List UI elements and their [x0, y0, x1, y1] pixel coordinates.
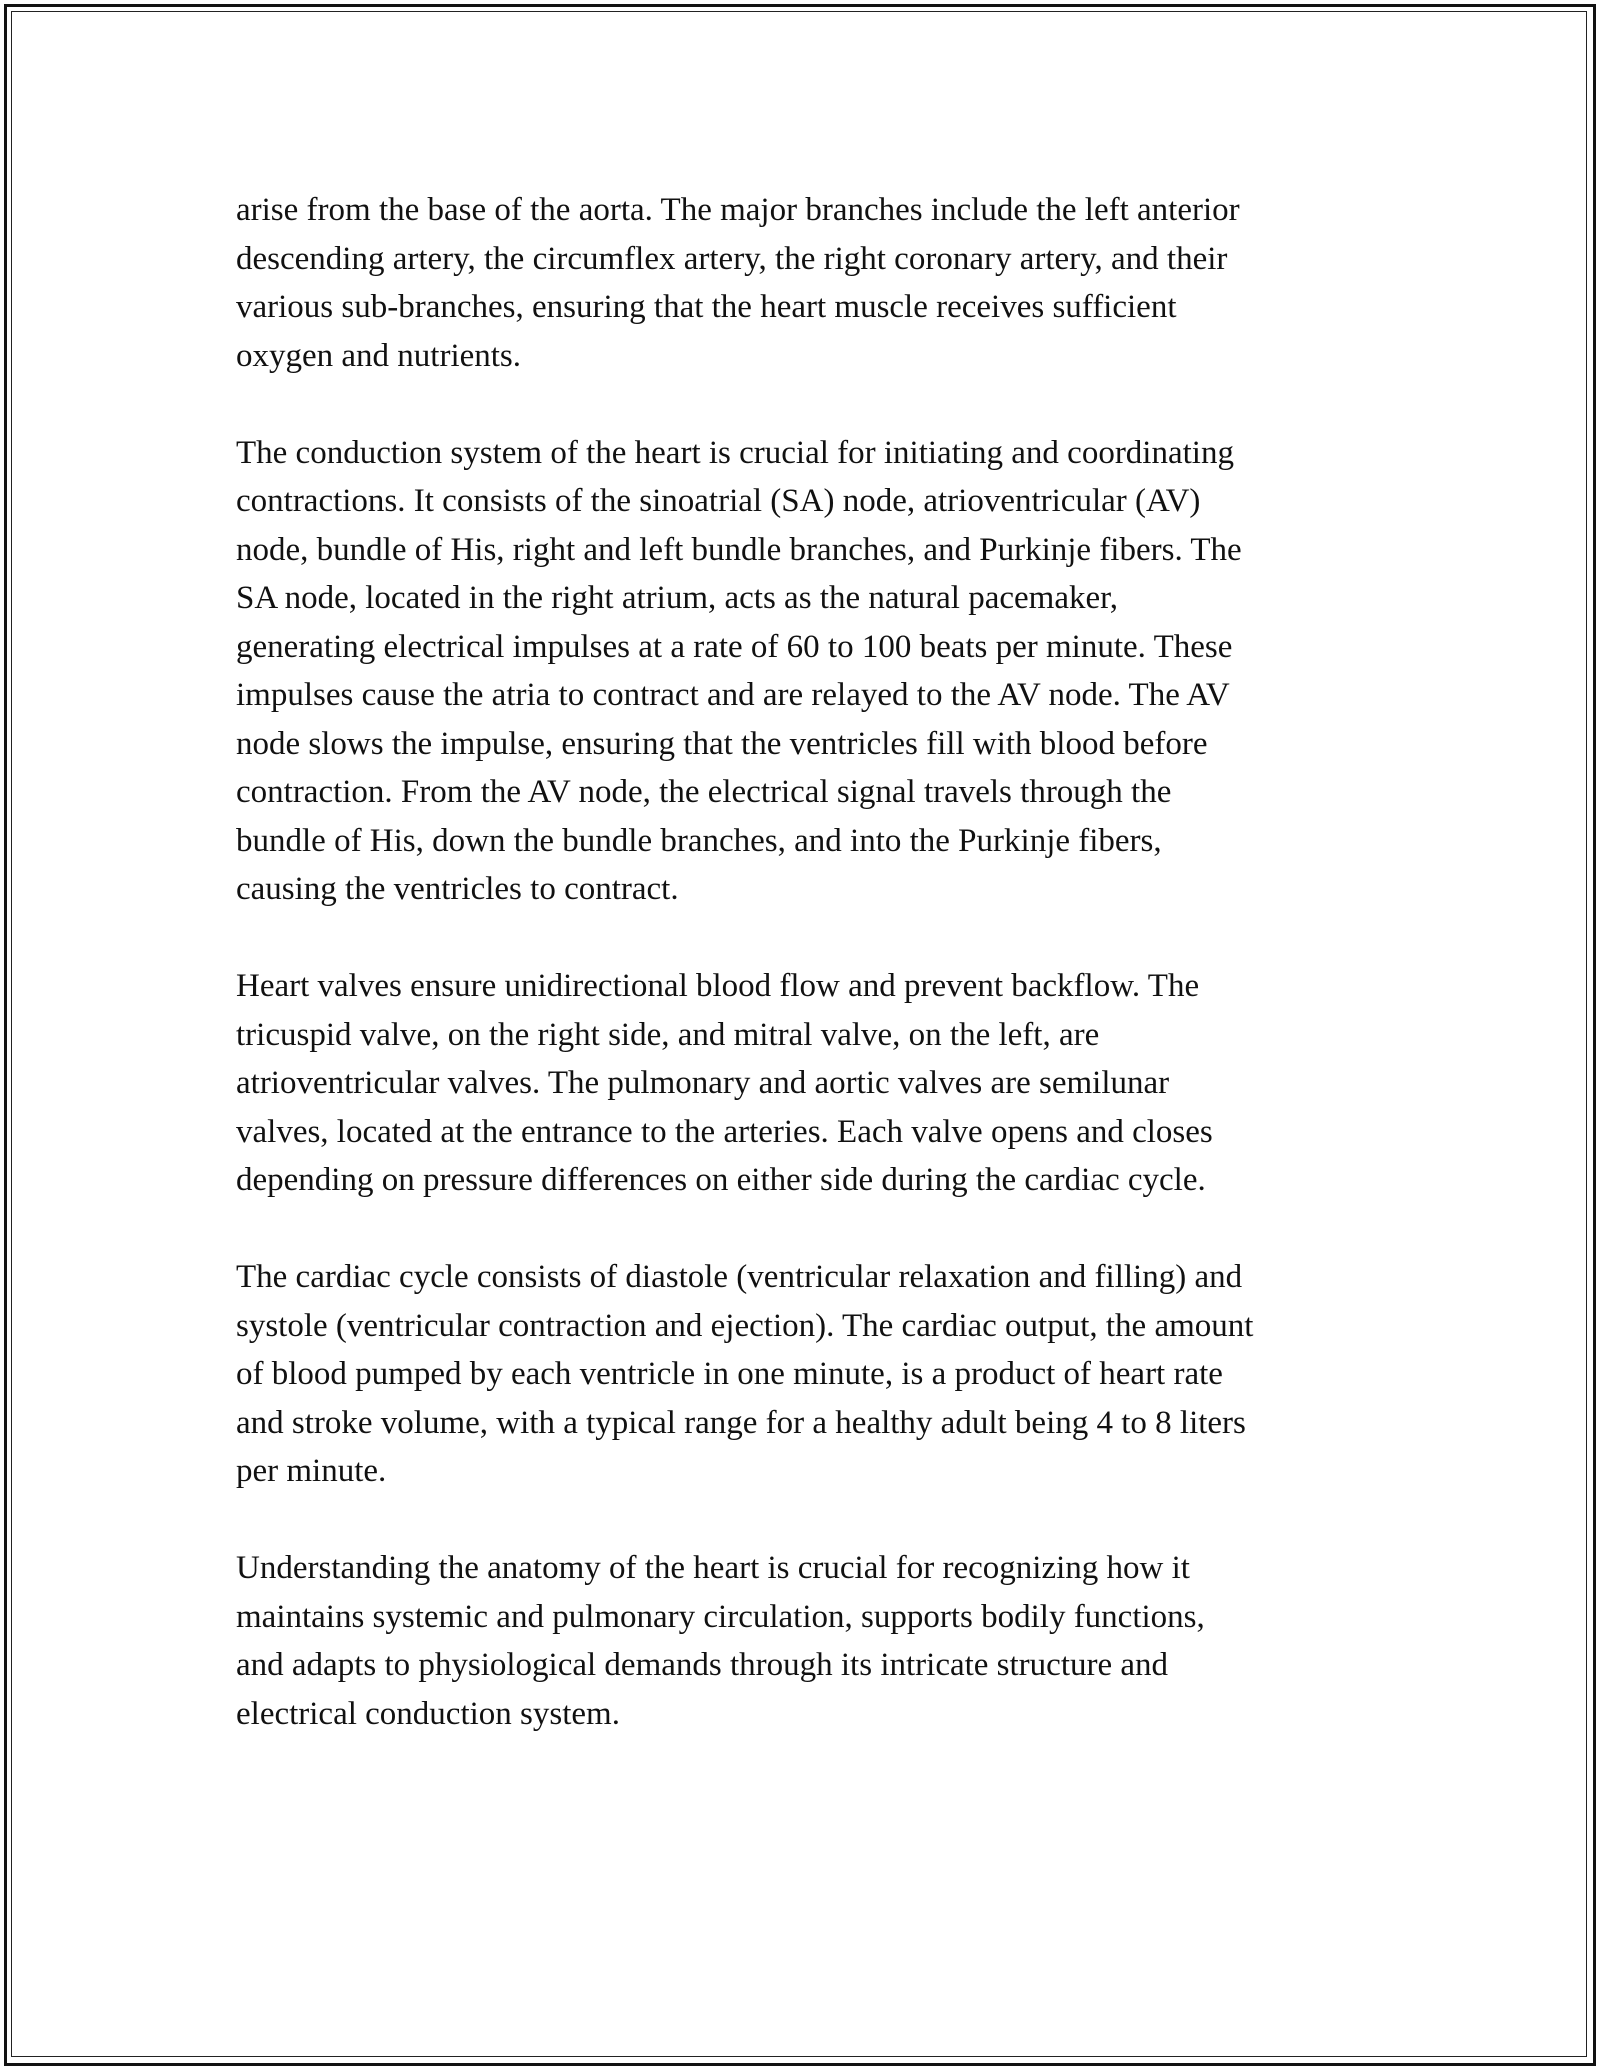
text-line: The cardiac cycle consists of diastole (ventricular relaxation and filling) and — [236, 1259, 1243, 1295]
text-line: tricuspid valve, on the right side, and mitral valve, on the left, are — [236, 1016, 1100, 1053]
paragraph-conclusion — [236, 1544, 1376, 1738]
text-line: impulses cause the atria to contract and are relayed to the AV node. The AV — [236, 677, 1230, 713]
text-line: arise from the base of the aorta. The major branches include the left anterior — [236, 192, 1240, 228]
text-line: bundle of His, down the bundle branches, and into the Purkinje fibers, — [236, 822, 1162, 859]
text-line: and stroke volume, with a typical range for a healthy adult being 4 to 8 liters — [236, 1404, 1246, 1441]
paragraph-heart-valves — [236, 962, 1376, 1205]
text-line: descending artery, the circumflex artery, the right coronary artery, and their — [236, 240, 1228, 277]
text-line: maintains systemic and pulmonary circulation, supports bodily functions, — [236, 1598, 1205, 1635]
text-line: valves, located at the entrance to the arteries. Each valve opens and closes — [236, 1113, 1213, 1150]
text-line: of blood pumped by each ventricle in one minute, is a product of heart rate — [236, 1356, 1223, 1392]
text-line: contraction. From the AV node, the electrical signal travels through the — [236, 774, 1172, 810]
text-line: generating electrical impulses at a rate of 60 to 100 beats per minute. These — [236, 628, 1233, 665]
text-line: Heart valves ensure unidirectional blood flow and prevent backflow. The — [236, 968, 1200, 1004]
text-line: atrioventricular valves. The pulmonary and aortic valves are semilunar — [236, 1065, 1170, 1101]
paragraph-cardiac-cycle — [236, 1253, 1376, 1496]
text-line: oxygen and nutrients. — [236, 337, 522, 374]
text-line: causing the ventricles to contract. — [236, 871, 679, 907]
text-line: SA node, located in the right atrium, acts as the natural pacemaker, — [236, 580, 1119, 616]
text-line: contractions. It consists of the sinoatrial (SA) node, atrioventricular (AV) — [236, 483, 1201, 519]
text-line: systole (ventricular contraction and ejection). The cardiac output, the amount — [236, 1307, 1254, 1344]
text-line: depending on pressure differences on either side during the cardiac cycle. — [236, 1162, 1206, 1198]
text-line: node slows the impulse, ensuring that the ventricles fill with blood before — [236, 725, 1208, 762]
paragraph-conduction-system — [236, 429, 1376, 914]
text-line: Understanding the anatomy of the heart is crucial for recognizing how it — [236, 1550, 1190, 1586]
text-line: The conduction system of the heart is crucial for initiating and coordinating — [236, 434, 1234, 471]
document-body — [236, 186, 1376, 1787]
text-line: various sub-branches, ensuring that the heart muscle receives sufficient — [236, 289, 1177, 325]
text-line: electrical conduction system. — [236, 1695, 620, 1732]
text-line: node, bundle of His, right and left bundle branches, and Purkinje fibers. The — [236, 531, 1242, 568]
paragraph-coronary-arteries — [236, 186, 1376, 380]
text-line: and adapts to physiological demands through its intricate structure and — [236, 1647, 1169, 1683]
text-line: per minute. — [236, 1453, 387, 1489]
